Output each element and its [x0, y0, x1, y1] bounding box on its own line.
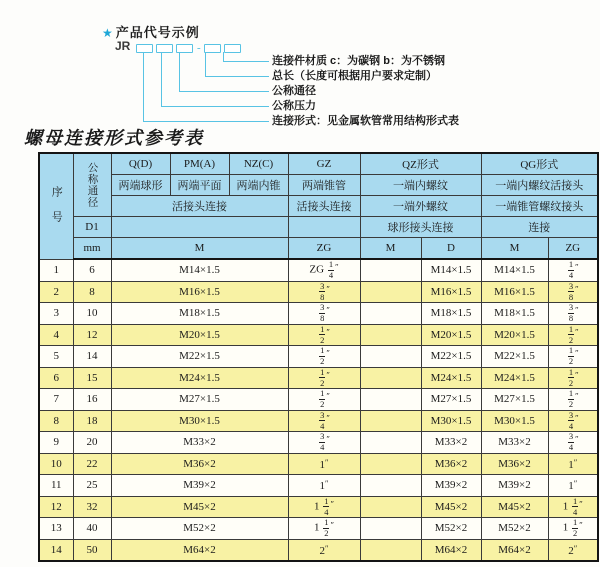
code-prefix: JR	[115, 39, 131, 53]
header-qg-sub: 一端内螺纹活接头	[481, 175, 598, 196]
inch-mark: ″	[575, 433, 579, 444]
table-cell	[288, 346, 360, 368]
inch-mark: ″	[579, 498, 583, 509]
inch-mark: ″	[575, 412, 579, 423]
table-cell	[548, 346, 598, 368]
table-cell: 15	[73, 367, 111, 389]
table-cell: M30×1.5	[481, 410, 548, 432]
header-blank-m-group	[111, 217, 288, 238]
header-seq-label: 序号	[50, 186, 63, 237]
header-zg: ZG	[288, 238, 360, 260]
table-cell: M52×2	[481, 518, 548, 540]
header-m: M	[111, 238, 288, 260]
fraction: $\frac{1}{4}$	[573, 496, 578, 517]
diagram-heading-label: 产品代号示例	[115, 25, 200, 40]
fraction: $\frac{3}{4}$	[320, 410, 325, 431]
header-qg-zg: ZG	[548, 238, 598, 260]
table-cell: M20×1.5	[421, 324, 481, 346]
inch-mark: ″	[573, 478, 578, 489]
fraction: $\frac{1}{2}$	[324, 517, 329, 539]
fraction: $\frac{1}{2}$	[568, 388, 574, 410]
header-nominal-diameter-label: 公称通径	[86, 162, 98, 208]
inch-mark: ″	[324, 478, 329, 489]
table-cell: 25	[73, 475, 111, 497]
inch-mark: ″	[326, 390, 330, 401]
inch-mark: ″	[575, 347, 579, 358]
table-cell	[360, 281, 421, 303]
table-cell: M22×1.5	[111, 346, 288, 368]
table-cell: M14×1.5	[421, 259, 481, 281]
fraction: $\frac{1}{4}$	[324, 496, 329, 517]
table-cell: 6	[39, 367, 73, 389]
table-cell: M45×2	[481, 496, 548, 518]
table-cell: 10	[73, 303, 111, 325]
header-unit-mm: mm	[73, 238, 111, 260]
table-cell	[288, 432, 360, 454]
table-cell: M24×1.5	[481, 367, 548, 389]
table-body	[39, 259, 598, 561]
table-cell: M18×1.5	[111, 303, 288, 325]
table-cell: M20×1.5	[111, 324, 288, 346]
fraction: $\frac{1}{2}$	[320, 388, 325, 410]
table-cell: 1″	[548, 453, 598, 475]
table-cell: M22×1.5	[481, 346, 548, 368]
table-cell	[360, 259, 421, 281]
table-cell: 14	[39, 539, 73, 561]
callout-label-nominal-pressure: 公称压力	[272, 100, 316, 112]
table-row	[39, 539, 598, 561]
table-cell: M36×2	[421, 453, 481, 475]
header-qz-ball-joint: 球形接头连接	[360, 217, 481, 238]
table-row	[39, 496, 598, 518]
header-nominal-diameter	[73, 153, 111, 217]
table-cell: M64×2	[111, 539, 288, 561]
inch-mark: ″	[326, 283, 330, 294]
table-cell	[360, 303, 421, 325]
table-cell: 7	[39, 389, 73, 411]
header-gz-union-connection: 活接头连接	[288, 196, 360, 217]
table-row	[39, 303, 598, 325]
table-cell: 8	[73, 281, 111, 303]
table-row	[39, 389, 598, 411]
table-cell	[548, 410, 598, 432]
header-qg-taper-thread: 一端锥管螺纹接头	[481, 196, 598, 217]
inch-mark: ″	[326, 369, 330, 380]
table-cell	[548, 389, 598, 411]
fraction: $\frac{1}{2}$	[568, 367, 574, 388]
table-row	[39, 367, 598, 389]
table-cell: M27×1.5	[481, 389, 548, 411]
table-row	[39, 518, 598, 540]
table-cell: M39×2	[421, 475, 481, 497]
table-cell	[360, 539, 421, 561]
table-cell: 1 $\frac{1}{2}$ ″	[288, 518, 360, 540]
fraction: $\frac{1}{4}$	[568, 259, 574, 281]
table-header	[39, 153, 598, 259]
header-qz-d: D	[421, 238, 481, 260]
header-qg-connection: 连接	[481, 217, 598, 238]
table-row	[39, 410, 598, 432]
fraction: $\frac{1}{2}$	[573, 517, 578, 539]
table-cell: 12	[73, 324, 111, 346]
callout-line-material	[223, 52, 269, 62]
table-cell	[360, 410, 421, 432]
table-cell	[360, 346, 421, 368]
callout-label-material: 连接件材质 c：为碳钢 b：为不锈钢	[272, 55, 445, 67]
header-pm: PM(A)	[170, 153, 229, 175]
table-cell: M27×1.5	[421, 389, 481, 411]
table-cell: 10	[39, 453, 73, 475]
table-cell	[288, 389, 360, 411]
table-cell	[360, 453, 421, 475]
table-cell	[360, 389, 421, 411]
header-q-sub: 两端球形	[111, 175, 170, 196]
fraction: $\frac{3}{8}$	[568, 281, 574, 302]
table-cell: 18	[73, 410, 111, 432]
table-cell: 20	[73, 432, 111, 454]
table-row	[39, 475, 598, 497]
inch-mark: ″	[326, 326, 330, 337]
header-qz-external-thread: 一端外螺纹	[360, 196, 481, 217]
fraction: $\frac{1}{2}$	[568, 345, 574, 367]
table-cell	[288, 324, 360, 346]
table-row	[39, 432, 598, 454]
table-cell: M30×1.5	[111, 410, 288, 432]
table-cell: M45×2	[421, 496, 481, 518]
table-cell: M22×1.5	[421, 346, 481, 368]
table-cell: 1 $\frac{1}{2}$ ″	[548, 518, 598, 540]
callout-label-total-length: 总长（长度可根据用户要求定制）	[272, 70, 437, 82]
header-seq	[39, 153, 73, 259]
table-cell: M24×1.5	[421, 367, 481, 389]
table-cell: ZG $\frac{1}{4}$ ″	[288, 259, 360, 281]
fraction: $\frac{3}{8}$	[320, 302, 325, 324]
table-row	[39, 324, 598, 346]
table-cell: 22	[73, 453, 111, 475]
table-cell: 2″	[548, 539, 598, 561]
table-cell: M33×2	[111, 432, 288, 454]
table-cell: M39×2	[111, 475, 288, 497]
inch-mark: ″	[575, 326, 579, 337]
inch-mark: ″	[575, 261, 579, 272]
table-cell: 50	[73, 539, 111, 561]
inch-mark: ″	[575, 283, 579, 294]
table-row	[39, 259, 598, 281]
inch-mark: ″	[573, 542, 578, 553]
inch-mark: ″	[573, 456, 578, 467]
table-cell: 11	[39, 475, 73, 497]
table-cell: 4	[39, 324, 73, 346]
table-cell: 1″	[288, 475, 360, 497]
table-cell: M39×2	[481, 475, 548, 497]
table-cell: 1″	[548, 475, 598, 497]
code-dash: -	[197, 42, 201, 54]
table-cell	[288, 410, 360, 432]
inch-mark: ″	[330, 519, 335, 530]
header-d1: D1	[73, 217, 111, 238]
header-qg-m: M	[481, 238, 548, 260]
table-cell	[548, 281, 598, 303]
header-qz: QZ形式	[360, 153, 481, 175]
table-cell: 2	[39, 281, 73, 303]
table-cell	[360, 518, 421, 540]
fraction: $\frac{1}{2}$	[320, 367, 325, 388]
callout-label-nominal-diameter: 公称通径	[272, 85, 316, 97]
table-cell: 12	[39, 496, 73, 518]
inch-mark: ″	[324, 542, 329, 553]
inch-mark: ″	[326, 412, 330, 423]
table-cell: 40	[73, 518, 111, 540]
table-cell: M52×2	[421, 518, 481, 540]
table-cell: M20×1.5	[481, 324, 548, 346]
table-cell	[288, 303, 360, 325]
table-cell: M24×1.5	[111, 367, 288, 389]
table-cell: 8	[39, 410, 73, 432]
inch-mark: ″	[330, 498, 335, 509]
table-cell: 32	[73, 496, 111, 518]
table-cell	[360, 496, 421, 518]
table-cell: M14×1.5	[111, 259, 288, 281]
inch-mark: ″	[326, 433, 330, 444]
table-cell: M64×2	[421, 539, 481, 561]
fraction: $\frac{1}{2}$	[320, 345, 325, 367]
table-cell	[360, 367, 421, 389]
table-row	[39, 346, 598, 368]
table-cell	[360, 324, 421, 346]
fraction: $\frac{3}{8}$	[320, 281, 325, 302]
fraction: $\frac{3}{4}$	[568, 410, 574, 431]
table-cell: M16×1.5	[111, 281, 288, 303]
inch-mark: ″	[575, 369, 579, 380]
table-cell: M14×1.5	[481, 259, 548, 281]
table-cell: 6	[73, 259, 111, 281]
table-cell: 13	[39, 518, 73, 540]
header-nz-sub: 两端内锥	[229, 175, 288, 196]
header-nz: NZ(C)	[229, 153, 288, 175]
table-cell	[360, 475, 421, 497]
inch-mark: ″	[326, 347, 330, 358]
table-cell: M33×2	[481, 432, 548, 454]
fraction: $\frac{1}{2}$	[568, 324, 574, 345]
table-cell	[548, 367, 598, 389]
header-gz: GZ	[288, 153, 360, 175]
table-cell: 3	[39, 303, 73, 325]
table-cell	[548, 303, 598, 325]
table-cell: M64×2	[481, 539, 548, 561]
table-cell: M18×1.5	[421, 303, 481, 325]
table-cell: M33×2	[421, 432, 481, 454]
table-cell: M18×1.5	[481, 303, 548, 325]
table-cell: M16×1.5	[481, 281, 548, 303]
table-cell	[288, 367, 360, 389]
nut-connection-table	[38, 152, 599, 562]
header-pm-sub: 两端平面	[170, 175, 229, 196]
table-cell: 1 $\frac{1}{4}$ ″	[548, 496, 598, 518]
table-cell	[288, 281, 360, 303]
table-cell: 16	[73, 389, 111, 411]
fraction: $\frac{3}{8}$	[568, 302, 574, 324]
table-cell: 14	[73, 346, 111, 368]
table-cell: M27×1.5	[111, 389, 288, 411]
table-cell: 1″	[288, 453, 360, 475]
inch-mark: ″	[324, 456, 329, 467]
header-qz-m: M	[360, 238, 421, 260]
fraction: $\frac{1}{2}$	[320, 324, 325, 345]
table-cell: M30×1.5	[421, 410, 481, 432]
inch-mark: ″	[575, 304, 579, 315]
star-icon: ★	[102, 26, 114, 40]
table-cell: M36×2	[481, 453, 548, 475]
table-cell: M16×1.5	[421, 281, 481, 303]
table-cell	[548, 259, 598, 281]
callout-label-connection-form: 连接形式：见金属软管常用结构形式表	[272, 115, 459, 127]
fraction: $\frac{3}{4}$	[320, 431, 325, 453]
fraction: $\frac{3}{4}$	[568, 431, 574, 453]
table-title: 螺母连接形式参考表	[24, 128, 204, 148]
fraction: $\frac{1}{4}$	[328, 259, 334, 281]
table-cell: 5	[39, 346, 73, 368]
table-cell: M36×2	[111, 453, 288, 475]
table-row	[39, 453, 598, 475]
header-union-connection: 活接头连接	[111, 196, 288, 217]
inch-mark: ″	[579, 519, 583, 530]
header-qg: QG形式	[481, 153, 598, 175]
table-cell: 1 $\frac{1}{4}$ ″	[288, 496, 360, 518]
table-row	[39, 281, 598, 303]
inch-mark: ″	[575, 390, 579, 401]
table-cell	[548, 432, 598, 454]
table-cell: 9	[39, 432, 73, 454]
header-q: Q(D)	[111, 153, 170, 175]
inch-mark: ″	[326, 304, 330, 315]
table-cell	[548, 324, 598, 346]
header-qz-sub: 一端内螺纹	[360, 175, 481, 196]
table-cell: 1	[39, 259, 73, 281]
table-cell: M45×2	[111, 496, 288, 518]
table-cell: 2″	[288, 539, 360, 561]
header-gz-sub: 两端锥管	[288, 175, 360, 196]
header-blank-gz	[288, 217, 360, 238]
table-cell: M52×2	[111, 518, 288, 540]
table-cell	[360, 432, 421, 454]
inch-mark: ″	[335, 261, 339, 272]
